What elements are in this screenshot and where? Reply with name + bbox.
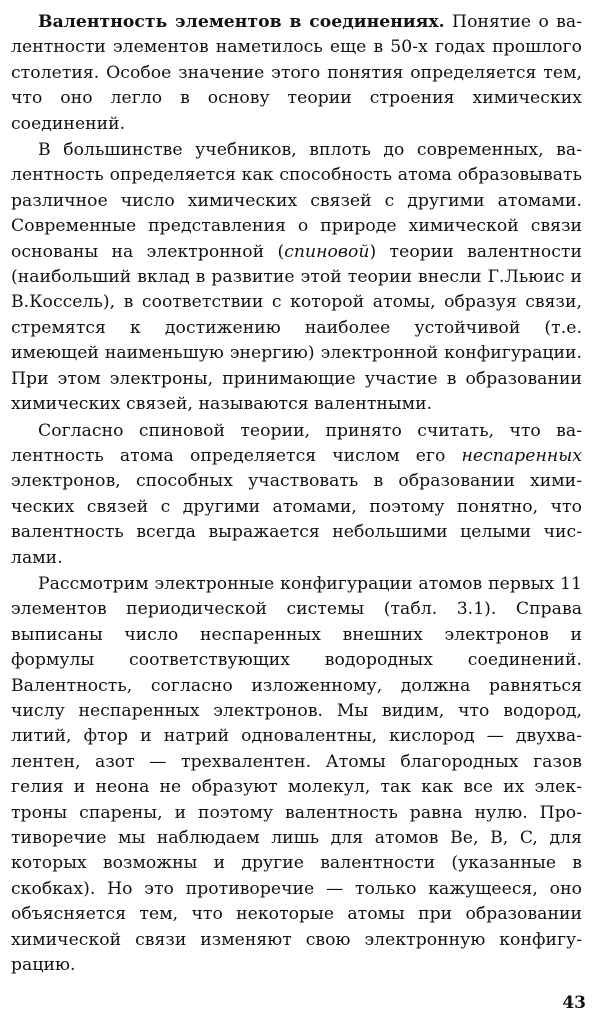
paragraph-2-italic-term: спиновой — [284, 241, 370, 262]
paragraph-electron-configurations: Рассмотрим электронные конфигурации атомов первых 11 элементов периодической системы (табл. 3.1). Справа выписаны число неспаренных внешних электронов и формулы соответствующих водородных соединений. Валентность, согласно изложенному, должна равняться числу неспаренных электронов. Мы видим, что водород, литий, фтор и натрий одновалентны, кислород — двухвалентен, азот — трехвалентен. Атомы благородных газов гелия и неона не образуют молекул, так как все их электроны спарены, и поэтому валентность равна нулю. Противоречие мы наблюдаем лишь для атомов Be, B, C, для которых возможны и другие валентности (указанные в скобках). Но это противоречие — только кажущееся, оно объясняется тем, что некоторые атомы при образовании химической связи изменяют свою электронную конфигурацию. — [11, 573, 582, 976]
paragraph-spin-theory — [11, 419, 582, 571]
paragraph-1-text: Понятие о валентности элементов наметилось еще в 50-х годах прошлого столетия. Особое значение этого понятия определяется тем, что оно легло в основу теории строения химических соединений. — [11, 12, 582, 134]
section-heading: Валентность элементов в соединениях. — [38, 12, 445, 32]
paragraph-3-italic-term: неспаренных — [461, 445, 582, 466]
paragraph-valence-intro — [11, 10, 582, 137]
paragraph-2-text-a: В большинстве учебников, вплоть до современных, валентность определяется как способность атома образовывать различное число химических связей с другими атомами. Современные представления о природе химической связи основаны на электронной ( — [11, 140, 582, 262]
paragraph-2-text-b: ) теории валентности (наибольший вклад в развитие этой теории внесли Г.Льюис и В.Коссель), в соответствии с которой атомы, образуя связи, стремятся к достижению наиболее устойчивой (т.е. имеющей наименьшую энергию) электронной конфигурации. При этом электроны, принимающие участие в образовании химических связей, называются валентными. — [11, 241, 582, 415]
paragraph-3-text-a: Согласно спиновой теории, принято считать, что валентность атома определяется числом его — [11, 420, 582, 466]
page-number: 43 — [562, 993, 586, 1013]
paragraph-valence-definition — [11, 138, 582, 417]
paragraph-3-text-b: электронов, способных участвовать в образовании химических связей с другими атомами, поэтому понятно, что валентность всегда выражается небольшими целыми числами. — [11, 471, 582, 568]
